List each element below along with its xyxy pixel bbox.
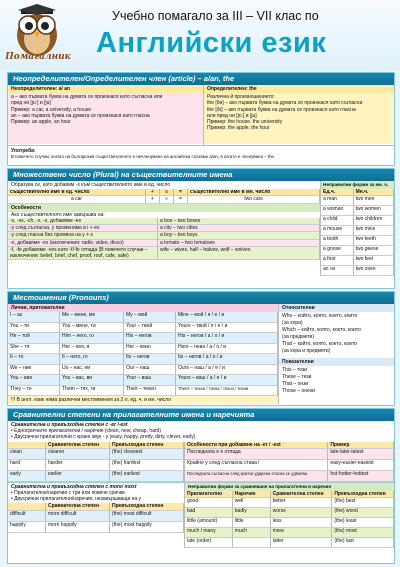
comp-cell: difficult: [8, 511, 46, 522]
irregular-plural: two men: [354, 196, 394, 206]
irregular-singular: a tooth: [321, 236, 354, 246]
comp-cell: more happily: [46, 522, 110, 533]
pronouns-heading: Местоимения (Pronouns): [8, 292, 394, 304]
indefinite-line: Пример: an apple, an hour: [11, 119, 71, 126]
pronoun-cell: You – мене, ти: [60, 323, 124, 334]
comp-cell: more difficult: [46, 511, 110, 522]
plural-rule: -y след съгласна, у променяме в i + es: [8, 225, 158, 232]
rules-col: Пример: [328, 442, 394, 449]
relative-line: That – който, която, което, които: [282, 341, 357, 348]
demonstrative-line: These – тези: [282, 374, 312, 381]
pronoun-cell: We – ние: [8, 365, 60, 376]
irr-col: Превъзходна степен: [332, 491, 394, 498]
irr-cell: latter: [271, 538, 333, 548]
poster-title: Английски език: [96, 27, 327, 59]
pronoun-cell: It – то: [8, 354, 60, 365]
plural-rule: -y след гласна без промяна на y + s: [8, 232, 158, 239]
short-bullet: • Двусрични прилагателни с краен звук - y (easy, happy, pretty, dirty, clever, early): [11, 434, 196, 441]
pronoun-cell: Theirs – техен / тяхна / тяхно / техни: [176, 386, 278, 397]
relative-line: (за хора и предмети): [282, 348, 331, 355]
pronoun-cell: His – негов: [124, 333, 176, 344]
irregular-comparison-title: Неправилни форми за сравняване на прилагателни и наречия: [185, 483, 394, 491]
plural-rule-example: wife – wives, half – halves, wolf – wolves: [158, 247, 320, 260]
definite-article-block: [204, 85, 394, 145]
pronoun-cell: Their – техен: [124, 386, 176, 397]
irr-cell: bad: [185, 508, 233, 518]
long-bullet: • Двусрични прилагателни/наречия, незавършващи на y: [11, 496, 142, 503]
pronoun-cell: Her – неин: [124, 344, 176, 355]
irregular-plural: two women: [354, 206, 394, 216]
irregular-plural: two children: [354, 216, 394, 226]
formula-plus: +: [146, 189, 160, 196]
pronoun-cell: Mine – мой / я / е / и: [176, 312, 278, 323]
definite-line: the [ðə] – ако първата буква на думата се произнася като съгласна: [207, 100, 363, 107]
personal-pronouns-block: [8, 304, 278, 404]
comp-col: [8, 442, 46, 449]
pronoun-cell: You – вие: [8, 375, 60, 386]
irregular-singular: a woman: [321, 206, 354, 216]
pronoun-cell: He – той: [8, 333, 60, 344]
definite-line: the [ðɪ] – ако първата буква на думата се произнася като гласна: [207, 106, 356, 113]
pronoun-cell: Yours – ваш / а / е / и: [176, 375, 278, 386]
plural-rule-example: a boy – two boys: [158, 232, 320, 239]
comp-cell: (the) earliest: [110, 471, 184, 482]
pronoun-cell: Its – негов / а / о / и: [176, 354, 278, 365]
pronoun-cell: My – мой: [124, 312, 176, 323]
comp-cell: earlier: [46, 471, 110, 482]
comp-cell: happily: [8, 522, 46, 533]
indefinite-line: а – ако първата буква на думата се произнася като съгласна или: [11, 94, 163, 101]
example-plural: two cars: [188, 196, 320, 203]
comp-col: Сравнителна степен: [46, 503, 110, 510]
irr-cell: (the) most: [332, 528, 394, 538]
comparison-heading: Сравнителни степени на прилагателните имена и наречията: [8, 409, 394, 421]
irr-col: Наречие: [233, 491, 271, 498]
rule-example: hot-hotter-hottest: [328, 471, 394, 482]
comp-cell: (the) cleanest: [110, 449, 184, 460]
plural-heading: Множествено число (Plural) на съществителните имена: [8, 169, 394, 181]
definite-line: или пред ни [jʊː] и [ju]: [207, 112, 257, 119]
irr-cell: good: [185, 498, 233, 508]
short-comparison-table: [8, 442, 184, 482]
relative-line: Who – който, която, което, които: [282, 313, 358, 320]
articles-heading: Неопределителен/Определителен член (article) – a/an, the: [8, 73, 394, 85]
articles-section: [7, 72, 395, 166]
irr-col: Прилагателно: [185, 491, 233, 498]
irr-cell: (the) best: [332, 498, 394, 508]
usage-title: Употреба:: [11, 148, 36, 154]
comp-col: [8, 503, 46, 510]
definite-line: Пример: the house, the university: [207, 119, 283, 126]
formula-plural: съществително име в мн. число: [188, 189, 320, 196]
demonstrative-line: Those – онези: [282, 388, 315, 395]
irr-cell: little: [233, 518, 271, 528]
comp-cell: harder: [46, 460, 110, 471]
irregular-col-singular: Ед.ч.: [321, 189, 354, 196]
comp-col: Превъзходна степен: [110, 442, 184, 449]
usage-text: В повечето случаи, когато на българския съществителното е нечленувано на английски слагаме a/an, а когато е членувано – the.: [11, 154, 276, 160]
pronoun-cell: They – те: [8, 386, 60, 397]
long-title: Сравнителна и превъзходна степен с more/ most: [11, 483, 137, 490]
other-pronouns-block: [278, 304, 394, 404]
demonstrative-title: Показателни: [279, 358, 394, 366]
pronoun-cell: Our – наш: [124, 365, 176, 376]
plural-rule-example: a box – two boxes: [158, 218, 320, 225]
plural-rule: -f, -fe добавяме -ves като -f/-fe отпада (В повечето случаи – изключения: belief, brief, chef, proof, roof, cafe, safe): [8, 247, 158, 260]
irr-cell: much / many: [185, 528, 233, 538]
irregular-plural-block: [320, 181, 394, 276]
irregular-comparison-table: [184, 483, 394, 548]
short-bullet: • Едносричните прилагателни / наречия (clean, new, cheap, hard): [11, 428, 161, 435]
example-s: s: [160, 196, 174, 203]
irr-cell: more: [271, 528, 333, 538]
rules-col: Особености при добавяне на -er / -est: [185, 442, 328, 449]
pronoun-cell: Its – негов: [124, 354, 176, 365]
rule-text: Последната е: [187, 448, 219, 455]
irregular-singular: a mouse: [321, 226, 354, 236]
irregular-plural: two geese: [354, 246, 394, 256]
definite-line: Различна й произношението:: [207, 94, 275, 101]
irregular-plural: two oxen: [354, 266, 394, 276]
rule-example: easy-easier-easiest: [328, 460, 394, 471]
example-plus: +: [146, 196, 160, 203]
plural-rule-example: a city – two cities: [158, 225, 320, 232]
plural-rule: -o, добавяме -es (изключения: radio, video, disco): [8, 240, 158, 247]
irr-cell: late (order): [185, 538, 233, 548]
plural-intro: Образува се, като добавим -s към съществителното име в ед. число: [11, 182, 171, 188]
comp-cell: clean: [8, 449, 46, 460]
demonstrative-line: This – този: [282, 367, 308, 374]
formula-s: s: [160, 189, 174, 196]
plural-rule-example: a tomato – two tomatoes: [158, 240, 320, 247]
plural-rule: -s, -ss, -ch, -x, -z, добавяме -es: [8, 218, 158, 225]
pronoun-cell: Your – твой: [124, 323, 176, 334]
formula-singular: съществително име в ед. число: [8, 189, 146, 196]
irregular-plural: two mice: [354, 226, 394, 236]
rule-text: Крайно у след съгласна става i: [185, 460, 328, 471]
irregular-singular: a child: [321, 216, 354, 226]
irr-cell: little (amount): [185, 518, 233, 528]
irregular-singular: a foot: [321, 256, 354, 266]
pronouns-section: [7, 291, 395, 406]
irregular-singular: a man: [321, 196, 354, 206]
comp-cell: early: [8, 471, 46, 482]
irregular-col-plural: Мн.ч.: [354, 189, 394, 196]
pronoun-cell: Ours – наш / а / е / и: [176, 365, 278, 376]
plural-rules-block: [8, 181, 320, 276]
pronoun-cell: Us – нас, ни: [60, 365, 124, 376]
comp-cell: hard: [8, 460, 46, 471]
long-comparison-block: [8, 483, 184, 548]
formula-equals: =: [174, 189, 188, 196]
short-title: Сравнителна и превъзходна степен с -er /-est: [11, 422, 128, 428]
comp-cell: cleaner: [46, 449, 110, 460]
indefinite-line: an – ако първата буква на думата се произнася като гласна: [11, 112, 150, 119]
pronoun-cell: Your – ваш: [124, 375, 176, 386]
features-intro: Ако съществителното име завършва на:: [11, 211, 105, 218]
demonstrative-line: That – онзи: [282, 381, 309, 388]
plural-section: [7, 168, 395, 289]
irr-cell: (the) least: [332, 518, 394, 528]
comp-cell: (the) most happily: [110, 522, 184, 533]
irr-cell: worse: [271, 508, 333, 518]
irregular-singular: a goose: [321, 246, 354, 256]
relative-line: (за предмети): [282, 334, 315, 341]
pronoun-cell: She – тя: [8, 344, 60, 355]
comp-col: Сравнителна степен: [46, 442, 110, 449]
personal-pronouns-title: Лични, притежателни: [8, 304, 278, 312]
irregular-plural: two feet: [354, 256, 394, 266]
pronoun-cell: Me – мене, ме: [60, 312, 124, 323]
indefinite-line: пред ни [jʊː] и [ju]: [11, 100, 51, 107]
comparison-section: [7, 408, 395, 564]
example-equals: =: [174, 196, 188, 203]
irregular-plural: two teeth: [354, 236, 394, 246]
irr-cell: badly: [233, 508, 271, 518]
indefinite-line: Пример: a car, a university, a house: [11, 106, 92, 113]
pronoun-cell: It – него, го: [60, 354, 124, 365]
pronoun-cell: You – вас, ви: [60, 375, 124, 386]
example-singular: a car: [8, 196, 146, 203]
poster-subtitle: Учебно помагало за III – VII клас по: [112, 9, 319, 23]
irr-cell: (the) worst: [332, 508, 394, 518]
rule-text: Последната съгласна след кратка ударена гласна се удвоява: [185, 471, 328, 482]
indefinite-title: Неопределителен: a/ an: [8, 85, 203, 93]
pronoun-cell: Yours – твой / я / е / и: [176, 323, 278, 334]
poster-header: [0, 0, 400, 70]
irregular-singular: an ox: [321, 266, 354, 276]
long-bullet: • Прилагателни/наречия с три или повече срички: [11, 490, 125, 497]
definite-line: Пример: the apple, the hour: [207, 125, 270, 132]
features-title: Особености: [8, 204, 320, 212]
pronoun-cell: Them – тях, ги: [60, 386, 124, 397]
irr-cell: (the) last: [332, 538, 394, 548]
pronoun-cell: I – аз: [8, 312, 60, 323]
pronoun-cell: His – негов / а / о / и: [176, 333, 278, 344]
pronoun-cell: You – ти: [8, 323, 60, 334]
irr-cell: less: [271, 518, 333, 528]
irr-cell: well: [233, 498, 271, 508]
pronouns-note: !!! В англ. език няма различни местоимения за 2 л. ед. ч. и мн. число: [8, 396, 278, 404]
owl-mascot-icon: [8, 3, 66, 59]
irr-cell: much: [233, 528, 271, 538]
irr-cell: [233, 538, 271, 548]
irregular-plural-title: Неправилни форми за мн. ч.: [321, 181, 394, 189]
pronoun-cell: Her – нея, я: [60, 344, 124, 355]
definite-title: Определителен: the: [204, 85, 394, 93]
irr-col: Сравнителна степен: [271, 491, 333, 498]
comp-cell: (the) most difficult: [110, 511, 184, 522]
indefinite-article-block: [8, 85, 204, 145]
er-est-rules-table: [184, 442, 394, 482]
relative-title: Относителни: [279, 304, 394, 312]
pronoun-cell: Hers – неин / а / о / и: [176, 344, 278, 355]
pronoun-cell: Him – него, го: [60, 333, 124, 344]
rule-text-extra: e отпада: [220, 448, 241, 455]
irr-cell: better: [271, 498, 333, 508]
brand-name: Помагалник: [5, 52, 71, 62]
comp-cell: (the) hardest: [110, 460, 184, 471]
relative-line: (за хора): [282, 320, 303, 327]
rule-example: late-later-latest: [328, 449, 394, 460]
relative-line: Which – който, която, което, които: [282, 327, 361, 334]
comp-col: Превъзходна степен: [110, 503, 184, 510]
